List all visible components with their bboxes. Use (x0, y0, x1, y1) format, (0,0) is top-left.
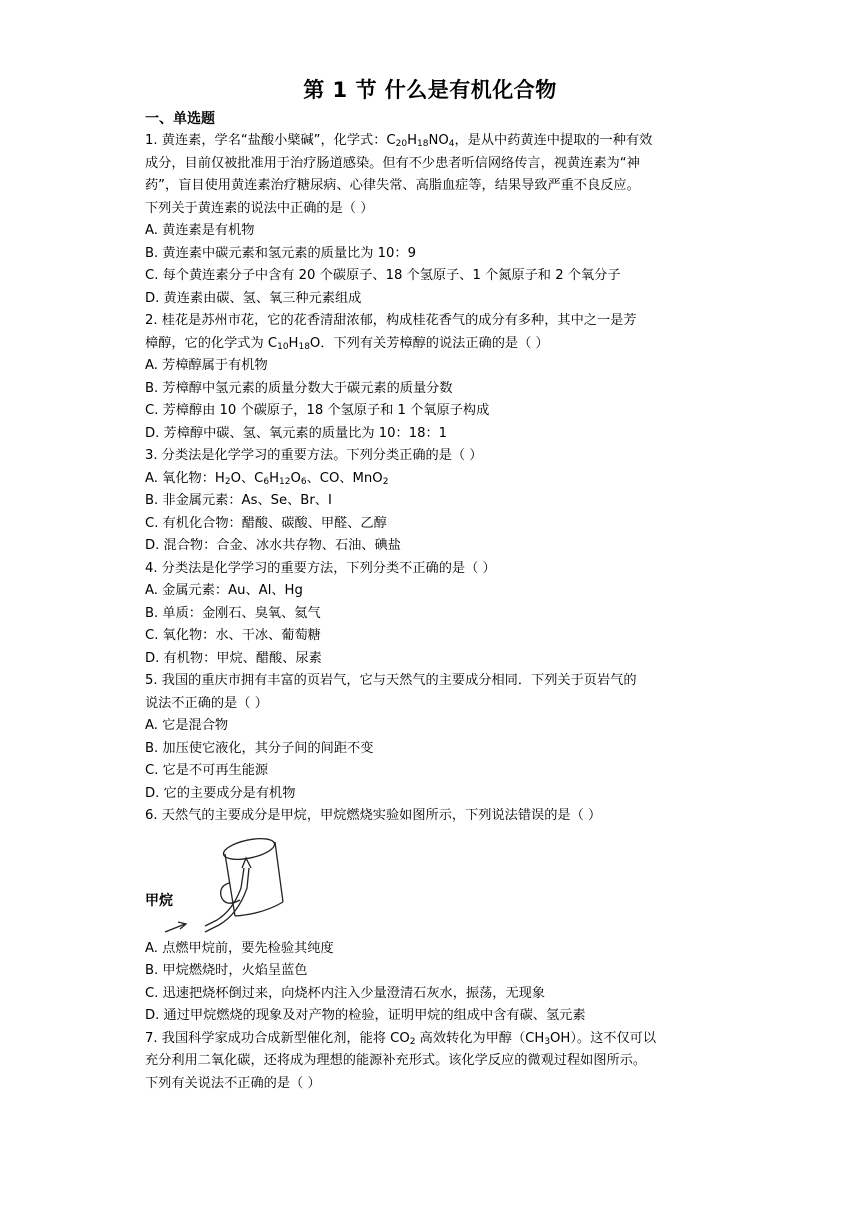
answer-option: C. 每个黄连素分子中含有 20 个碳原子、18 个氢原子、1 个氮原子和 2 个氧分子 (145, 268, 621, 283)
answer-option: A. 黄连素是有机物 (145, 223, 255, 238)
answer-option: A. 它是混合物 (145, 718, 229, 733)
answer-option: C. 芳樟醇由 10 个碳原子，18 个氢原子和 1 个氧原子构成 (145, 403, 490, 418)
answer-option: D. 通过甲烷燃烧的现象及对产物的检验，证明甲烷的组成中含有碳、氢元素 (145, 1008, 586, 1023)
question-stem-line: 药”，盲目使用黄连素治疗糖尿病、心律失常、高脂血症等，结果导致严重不良反应。 (145, 178, 640, 193)
answer-option: D. 芳樟醇中碳、氢、氧元素的质量比为 10：18：1 (145, 425, 448, 441)
answer-option: C. 迅速把烧杯倒过来，向烧杯内注入少量澄清石灰水，振荡，无现象 (145, 985, 546, 1001)
question-stem-line: 樟醇，它的化学式为 $C_{10}H_{18}O$．下列有关芳樟醇的说法正确的是（ ） (145, 335, 549, 352)
answer-option: B. 加压使它液化，其分子间的间距不变 (145, 740, 374, 756)
figure-label: 甲烷 (145, 892, 173, 909)
question-stem-line: 4. 分类法是化学学习的重要方法，下列分类不正确的是（ ） (145, 560, 496, 576)
question-stem-line: 1. 黄连素，学名“盐酸小檗碱”，化学式：$C_{20}H_{18}NO_4$，是从中药黄连中提取的一种有效 (145, 133, 653, 149)
section-heading: 一、单选题 (145, 111, 215, 127)
question-stem-line: 6. 天然气的主要成分是甲烷，甲烷燃烧实验如图所示，下列说法错误的是（ ） (145, 808, 602, 823)
question-stem-line: 3. 分类法是化学学习的重要方法。下列分类正确的是（ ） (145, 448, 483, 463)
answer-option: A. 芳樟醇属于有机物 (145, 358, 268, 373)
answer-option: B. 黄连素中碳元素和氢元素的质量比为 10：9 (145, 245, 416, 261)
answer-option: D. 有机物：甲烷、醋酸、尿素 (145, 650, 322, 666)
answer-option: B. 非金属元素：As、Se、Br、I (145, 493, 332, 508)
answer-option: B. 芳樟醇中氢元素的质量分数大于碳元素的质量分数 (145, 380, 453, 396)
answer-option: C. 有机化合物：醋酸、碳酸、甲醛、乙醇 (145, 515, 387, 531)
question-stem-line: 说法不正确的是（ ） (145, 695, 268, 711)
question-stem-line: 下列关于黄连素的说法中正确的是（ ） (145, 200, 374, 216)
answer-option: D. 它的主要成分是有机物 (145, 785, 296, 801)
answer-option: C. 它是不可再生能源 (145, 763, 269, 778)
answer-option: D. 黄连素由碳、氢、氧三种元素组成 (145, 290, 362, 306)
answer-option: C. 氧化物：水、干冰、葡萄糖 (145, 628, 321, 643)
answer-option: B. 甲烷燃烧时，火焰呈蓝色 (145, 963, 308, 978)
methane-burning-figure (145, 828, 720, 938)
answer-option: A. 点燃甲烷前，要先检验其纯度 (145, 940, 334, 956)
answer-option: A. 金属元素：Au、Al、Hg (145, 583, 303, 598)
question-stem-line: 成分，目前仅被批准用于治疗肠道感染。但有不少患者听信网络传言，视黄连素为“神 (145, 155, 640, 171)
question-list (145, 130, 720, 1095)
question-stem-line: 充分利用二氧化碳，还将成为理想的能源补充形式。该化学反应的微观过程如图所示。 (145, 1053, 647, 1068)
question-stem-line: 5. 我国的重庆市拥有丰富的页岩气，它与天然气的主要成分相同．下列关于页岩气的 (145, 673, 637, 688)
answer-option: B. 单质：金刚石、臭氧、氦气 (145, 605, 321, 621)
question-stem-line: 2. 桂花是苏州市花，它的花香清甜浓郁，构成桂花香气的成分有多种，其中之一是芳 (145, 313, 637, 328)
question-stem-line: 下列有关说法不正确的是（ ） (145, 1075, 321, 1091)
answer-option: D. 混合物：合金、冰水共存物、石油、碘盐 (145, 538, 401, 553)
answer-option: A. 氧化物：$H_2O$、$C_6H_{12}O_6$、CO、MnO$_2$ (145, 470, 389, 487)
burning-beaker-illustration (145, 828, 345, 938)
page-title: 第 1 节 什么是有机化合物 (303, 78, 557, 102)
question-stem-line: 7. 我国科学家成功合成新型催化剂，能将 $CO_2$ 高效转化为甲醇$(CH_3OH)$。这不仅可以 (145, 1030, 657, 1047)
